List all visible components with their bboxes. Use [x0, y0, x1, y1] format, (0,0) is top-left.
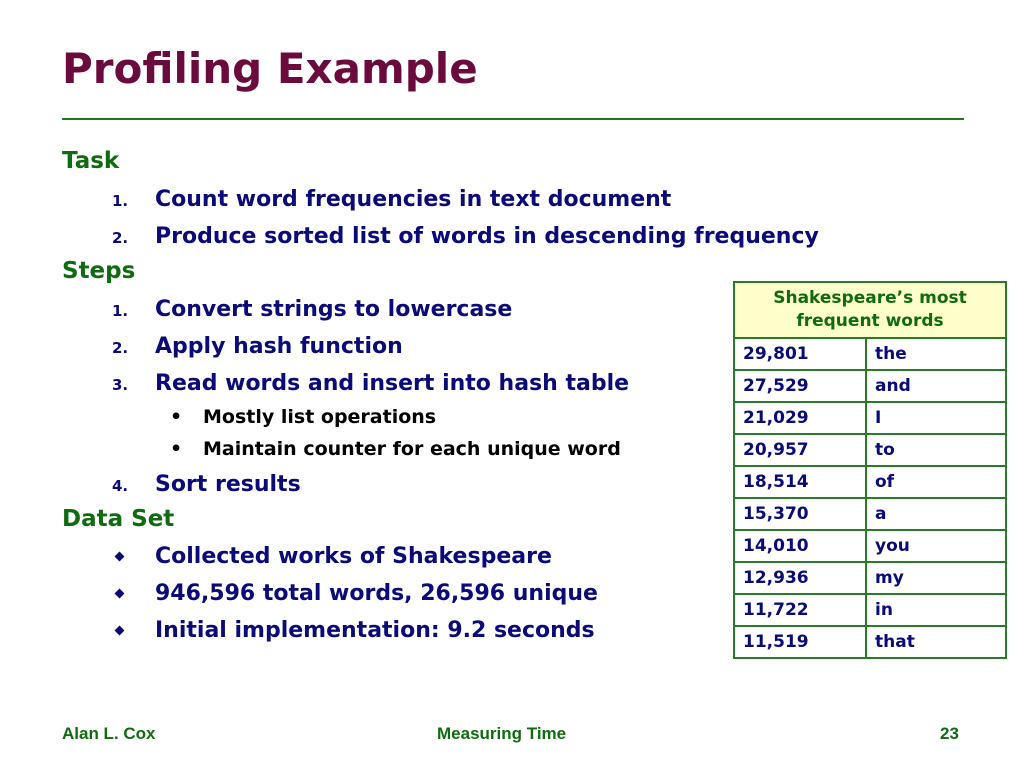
step-subitem-text: Mostly list operations	[203, 406, 437, 428]
task-item-number: 1.	[112, 192, 129, 210]
word-frequency-table	[733, 281, 1007, 659]
count-cell: 14,010	[734, 530, 866, 562]
step-item-text: Apply hash function	[155, 334, 403, 359]
title-divider	[62, 118, 964, 120]
count-cell: 11,519	[734, 626, 866, 658]
count-cell: 11,722	[734, 594, 866, 626]
table-row	[734, 370, 1006, 402]
table-row	[734, 466, 1006, 498]
footer-topic: Measuring Time	[437, 724, 567, 743]
step-item-text: Read words and insert into hash table	[155, 371, 630, 396]
dataset-item-text: Initial implementation: 9.2 seconds	[155, 618, 595, 643]
step-item-number: 2.	[112, 339, 129, 357]
dataset-item-text: 946,596 total words, 26,596 unique	[155, 581, 598, 606]
step-subitem-text: Maintain counter for each unique word	[203, 438, 621, 460]
word-cell: I	[866, 402, 1006, 434]
count-cell: 15,370	[734, 498, 866, 530]
diamond-bullet-icon	[115, 589, 125, 599]
word-cell: a	[866, 498, 1006, 530]
step-item-number: 1.	[112, 302, 129, 320]
diamond-bullet-icon	[115, 626, 125, 636]
count-cell: 20,957	[734, 434, 866, 466]
step-item-text: Sort results	[155, 472, 301, 497]
count-cell: 29,801	[734, 338, 866, 370]
word-cell: and	[866, 370, 1006, 402]
word-cell: in	[866, 594, 1006, 626]
table-header-row	[734, 282, 1006, 338]
count-cell: 27,529	[734, 370, 866, 402]
dataset-item-text: Collected works of Shakespeare	[155, 544, 552, 569]
task-item-number: 2.	[112, 229, 129, 247]
word-cell: my	[866, 562, 1006, 594]
word-cell: that	[866, 626, 1006, 658]
bullet-icon: •	[170, 438, 183, 460]
count-cell: 18,514	[734, 466, 866, 498]
table-header: Shakespeare’s most frequent words	[734, 282, 1006, 338]
word-cell: the	[866, 338, 1006, 370]
bullet-icon: •	[170, 406, 183, 428]
diamond-bullet-icon	[115, 552, 125, 562]
dataset-heading: Data Set	[62, 506, 175, 532]
footer-author: Alan L. Cox	[62, 724, 156, 743]
table-row	[734, 338, 1006, 370]
slide-title: Profiling Example	[62, 44, 478, 93]
table-row	[734, 626, 1006, 658]
table-row	[734, 498, 1006, 530]
steps-heading: Steps	[62, 258, 136, 284]
step-item-number: 3.	[112, 376, 129, 394]
table-row	[734, 530, 1006, 562]
step-item-text: Convert strings to lowercase	[155, 297, 513, 322]
table-row	[734, 434, 1006, 466]
table-row	[734, 594, 1006, 626]
word-cell: to	[866, 434, 1006, 466]
table-row	[734, 402, 1006, 434]
task-item-text: Count word frequencies in text document	[155, 187, 672, 212]
footer-page-number: 23	[940, 724, 959, 743]
count-cell: 12,936	[734, 562, 866, 594]
word-cell: of	[866, 466, 1006, 498]
word-cell: you	[866, 530, 1006, 562]
table-row	[734, 562, 1006, 594]
task-heading: Task	[62, 148, 120, 174]
task-item-text: Produce sorted list of words in descending frequency	[155, 224, 819, 249]
count-cell: 21,029	[734, 402, 866, 434]
step-item-number: 4.	[112, 477, 129, 495]
